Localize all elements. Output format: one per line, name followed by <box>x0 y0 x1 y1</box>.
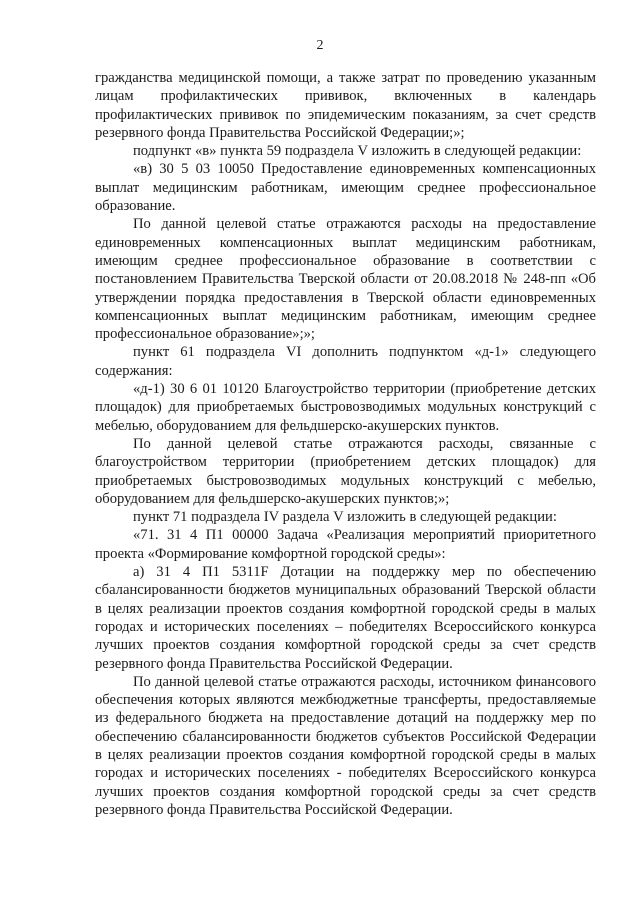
paragraph: По данной целевой статье отражаются расходы, источником финансового обеспечения которых являются межбюджетные трансферты, предоставляемые из федерального бюджета на предоставление дотаций на поддержку мер по обеспечению сбалансированности бюджетов субъектов Российской Федерации в целях реализации проектов создания комфортной городской среды в малых городах и исторических поселениях - победителях Всероссийского конкурса лучших проектов создания комфортной городской среды за счет средств резервного фонда Правительства Российской Федерации. <box>95 673 596 818</box>
paragraph: гражданства медицинской помощи, а также затрат по проведению указанным лицам профилактических прививок, включенных в календарь профилактических прививок по эпидемическим показаниям, за счет средств резервного фонда Правительства Российской Федерации;»; <box>95 70 596 141</box>
paragraph: пункт 71 подраздела IV раздела V изложить в следующей редакции: <box>133 509 557 526</box>
paragraph: По данной целевой статье отражаются расходы, связанные с благоустройством территории (приобретением детских площадок) для приобретаемых быстровозводимых модульных конструкций с мебелью, оборудованием для фельдшерско-акушерских пунктов;»; <box>95 435 596 507</box>
paragraph: подпункт «в» пункта 59 подраздела V изложить в следующей редакции: <box>133 143 582 160</box>
paragraph: По данной целевой статье отражаются расходы на предоставление единовременных компенсационных выплат медицинским работникам, имеющим среднее профессиональное образование в соответствии с постановлением Правительства Тверской области от 20.08.2018 № 248-пп «Об утверждении порядка предоставления в Тверской области единовременных компенсационных выплат медицинским работникам, имеющим среднее профессиональное образование»;»; <box>95 216 596 343</box>
page-number: 2 <box>316 38 324 53</box>
paragraph: «д-1) 30 6 01 10120 Благоустройство территории (приобретение детских площадок) для приобретаемых быстровозводимых модульных конструкций с мебелью, оборудованием для фельдшерско-акушерских пунктов. <box>95 381 596 434</box>
paragraph: а) 31 4 П1 5311F Дотации на поддержку мер по обеспечению сбалансированности бюджетов муниципальных образований Тверской области в целях реализации проектов создания комфортной городской среды в малых городах и исторических поселениях – победителях Всероссийского конкурса лучших проектов создания комфортной городской среды за счет средств резервного фонда Правительства Российской Федерации. <box>95 564 596 672</box>
paragraph: пункт 61 подраздела VI дополнить подпунктом «д-1» следующего содержания: <box>95 344 596 379</box>
paragraph: «в) 30 5 03 10050 Предоставление единовременных компенсационных выплат медицинским работникам, имеющим среднее профессиональное образование. <box>95 161 596 215</box>
document-body <box>95 69 596 819</box>
paragraph: «71. 31 4 П1 00000 Задача «Реализация мероприятий приоритетного проекта «Формирование комфортной городской среды»: <box>95 527 596 562</box>
